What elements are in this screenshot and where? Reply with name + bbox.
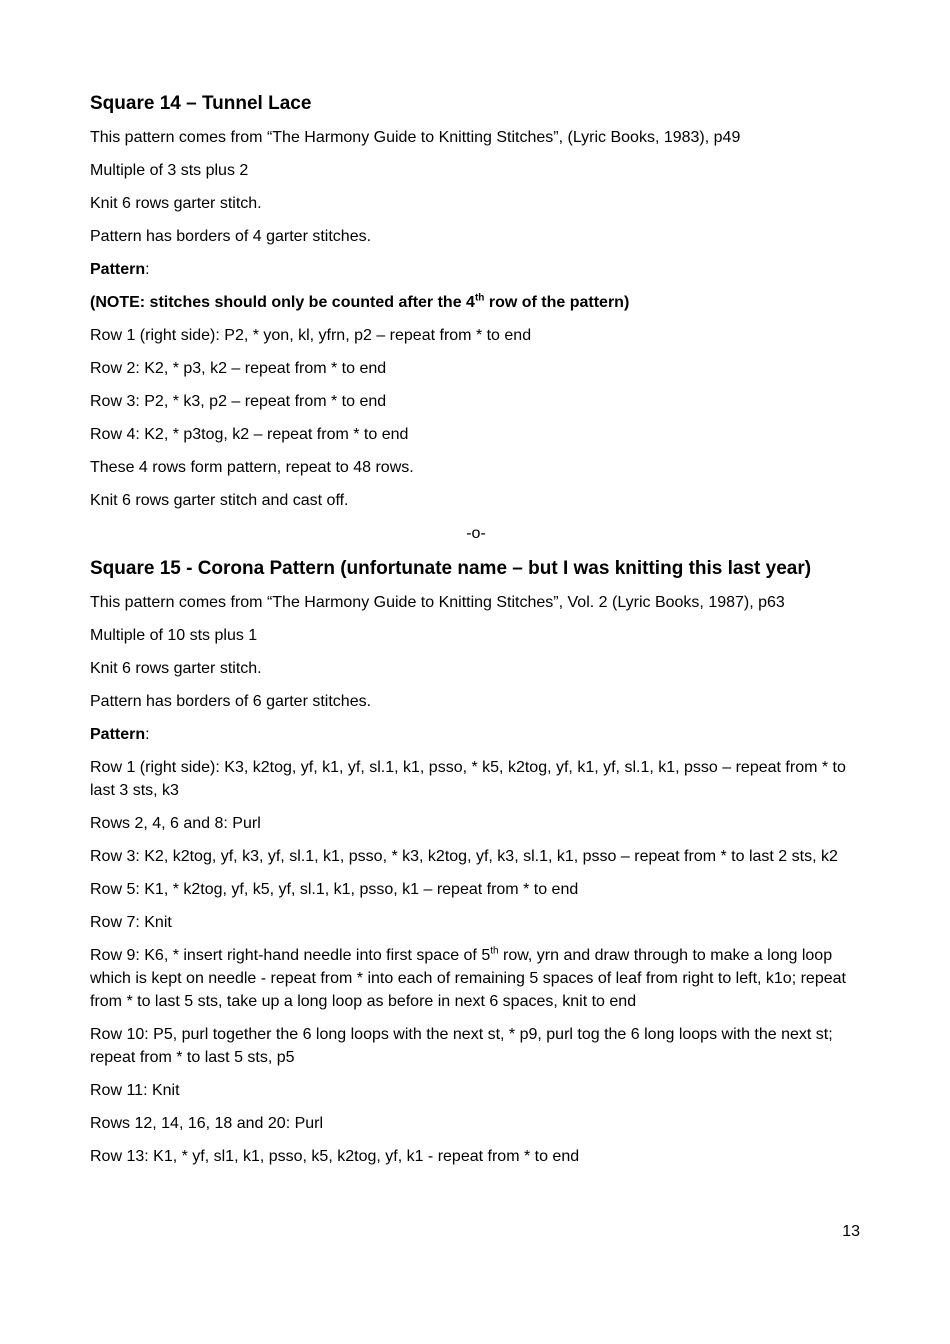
square-15-borders: Pattern has borders of 6 garter stitches.	[90, 693, 372, 710]
square-14-repeat: These 4 rows form pattern, repeat to 48 rows.	[90, 459, 414, 476]
document-page	[90, 90, 862, 1178]
square-14-finish: Knit 6 rows garter stitch and cast off.	[90, 492, 349, 509]
square-15-knit-start: Knit 6 rows garter stitch.	[90, 660, 262, 677]
square-14-row-4: Row 4: K2, * p3tog, k2 – repeat from * to end	[90, 426, 409, 443]
square-15-row-1: Row 1 (right side): K3, k2tog, yf, k1, yf, sl.1, k1, psso, * k5, k2tog, yf, k1, yf, sl.1, k1, psso – repeat from * to last 3 sts, k3	[90, 759, 846, 799]
square-15-rows-2-4-6-8: Rows 2, 4, 6 and 8: Purl	[90, 815, 261, 832]
square-15-row-10: Row 10: P5, purl together the 6 long loops with the next st, * p9, purl tog the 6 long loops with the next st; repeat from * to last 5 sts, p5	[90, 1026, 833, 1066]
square-14-borders: Pattern has borders of 4 garter stitches.	[90, 228, 372, 245]
row-9-text-end: row, yrn and draw through to make a long loop which is kept on needle - repeat from * into each of remaining 5 spaces of leaf from right to left, k1o; repeat from * to last 5 sts, take up a long loop as before in next 6 spaces, knit to end	[90, 947, 846, 1010]
square-14-section	[90, 90, 862, 512]
square-14-knit-start: Knit 6 rows garter stitch.	[90, 195, 262, 212]
square-15-multiple: Multiple of 10 sts plus 1	[90, 627, 258, 644]
square-15-row-9	[90, 944, 862, 1013]
note-text-start: (NOTE: stitches should only be counted after the 4	[90, 294, 475, 311]
square-15-title: Square 15 - Corona Pattern (unfortunate name – but I was knitting this last year)	[90, 558, 812, 579]
square-15-row-5: Row 5: K1, * k2tog, yf, k5, yf, sl.1, k1, psso, k1 – repeat from * to end	[90, 881, 579, 898]
square-14-pattern-heading: Pattern:	[90, 261, 150, 278]
square-14-row-2: Row 2: K2, * p3, k2 – repeat from * to end	[90, 360, 387, 377]
pattern-label: Pattern	[90, 261, 146, 278]
square-15-row-7: Row 7: Knit	[90, 914, 172, 931]
square-15-row-3: Row 3: K2, k2tog, yf, k3, yf, sl.1, k1, psso, * k3, k2tog, yf, k3, sl.1, k1, psso – repeat from * to last 2 sts, k2	[90, 848, 838, 865]
square-14-source: This pattern comes from “The Harmony Guide to Knitting Stitches”, (Lyric Books, 1983), p49	[90, 129, 741, 146]
pattern-label: Pattern	[90, 726, 146, 743]
square-14-multiple: Multiple of 3 sts plus 2	[90, 162, 249, 179]
square-15-row-11: Row 11: Knit	[90, 1082, 180, 1099]
square-15-section	[90, 555, 862, 1168]
page-number: 13	[842, 1223, 860, 1240]
square-14-note	[90, 291, 862, 314]
note-text-end: row of the pattern)	[484, 294, 630, 311]
section-separator: -o-	[466, 525, 486, 542]
square-14-row-1: Row 1 (right side): P2, * yon, kl, yfrn, p2 – repeat from * to end	[90, 327, 532, 344]
row-9-text-start: Row 9: K6, * insert right-hand needle into first space of 5	[90, 947, 491, 964]
square-15-source: This pattern comes from “The Harmony Guide to Knitting Stitches”, Vol. 2 (Lyric Books, 1987), p63	[90, 594, 785, 611]
square-14-row-3: Row 3: P2, * k3, p2 – repeat from * to end	[90, 393, 387, 410]
square-15-pattern-heading: Pattern:	[90, 726, 150, 743]
square-15-rows-12-20: Rows 12, 14, 16, 18 and 20: Purl	[90, 1115, 324, 1132]
row-9-superscript: th	[490, 945, 499, 957]
note-superscript: th	[474, 292, 485, 304]
square-14-title: Square 14 – Tunnel Lace	[90, 93, 312, 114]
square-15-row-13: Row 13: K1, * yf, sl1, k1, psso, k5, k2tog, yf, k1 - repeat from * to end	[90, 1148, 580, 1165]
